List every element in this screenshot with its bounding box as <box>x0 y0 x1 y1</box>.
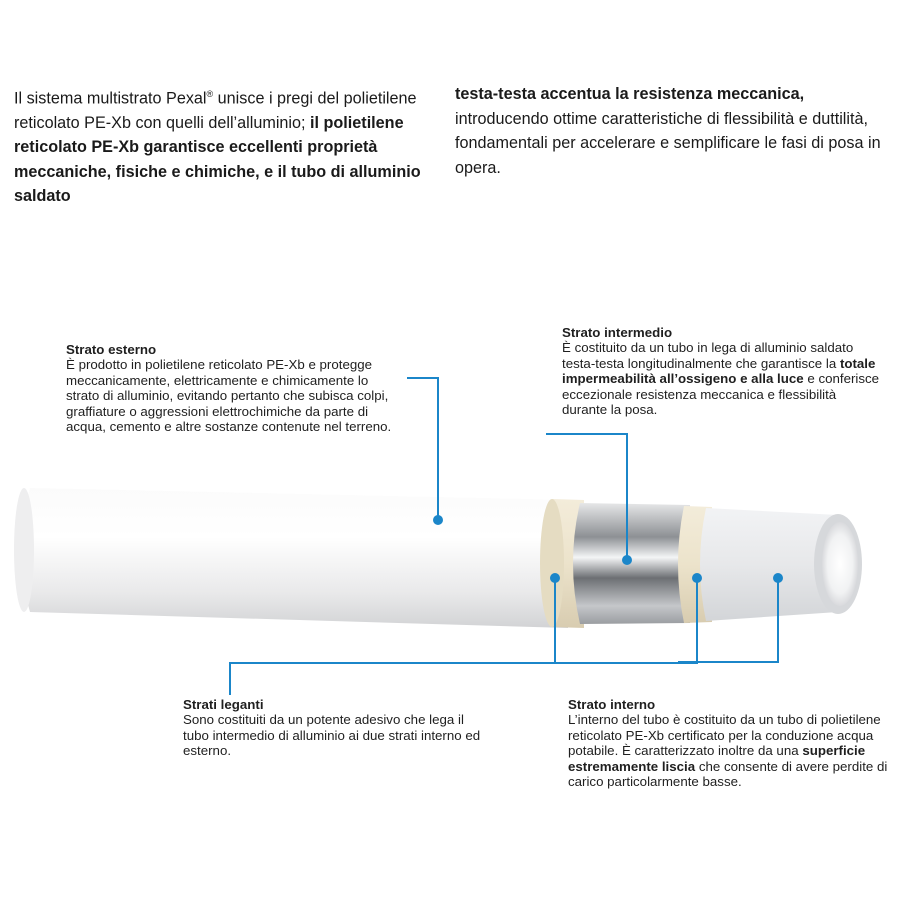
dot-mid <box>622 555 632 565</box>
callout-bold-text: totale impermeabilità all’ossigeno e alla luce <box>562 355 876 387</box>
callout-bonding-layers <box>183 697 483 759</box>
intro-text: Il sistema multistrato Pexal <box>14 89 207 108</box>
callout-text: L’interno del tubo è costituito da un tubo di polietilene reticolato PE-Xb certificato per la conduzione acqua potabile. È caratterizzato inoltre da una <box>568 712 881 759</box>
registered-mark: ® <box>206 89 214 99</box>
callout-text: È prodotto in polietilene reticolato PE-Xb e protegge meccanicamente, elettricamente e chimicamente lo strato di alluminio, evitando pertanto che subisca colpi, graffiature o aggressioni elettrochimiche da parte di acqua, cemento e altre sostanze contenute nel terreno. <box>66 357 392 435</box>
callout-text: Sono costituiti da un potente adesivo che lega il tubo intermedio di alluminio ai due strati interno ed esterno. <box>183 712 481 759</box>
aluminium-layer <box>573 503 690 624</box>
intro-text: unisce i pregi del polietilene reticolato PE-Xb con quelli dell’alluminio; <box>14 89 417 132</box>
callout-inner-layer <box>568 697 888 789</box>
callout-outer-layer <box>66 342 396 434</box>
outer-layer <box>14 488 568 628</box>
dot-inner <box>773 573 783 583</box>
callout-text: e conferisce eccezionale resistenza meccanica e flessibilità durante la posa. <box>562 371 880 418</box>
dot-outer <box>433 515 443 525</box>
callout-text: È costituito da un tubo in lega di alluminio saldato testa-testa longitudinalmente che garantisce la <box>562 340 854 371</box>
callout-text: che consente di avere perdite di carico particolarmente basse. <box>568 758 888 790</box>
intro-bold-text: il polietilene reticolato PE-Xb garantisce eccellenti proprietà meccaniche, fisiche e chimiche, e il tubo di alluminio saldato <box>14 113 421 206</box>
inner-layer <box>700 508 862 621</box>
callout-title: Strato esterno <box>66 342 157 357</box>
callout-title: Strato intermedio <box>562 325 673 340</box>
dot-bond-right <box>692 573 702 583</box>
dot-bond-left <box>550 573 560 583</box>
callout-middle-layer <box>562 325 882 417</box>
callout-bold-text: superficie estremamente liscia <box>568 743 866 774</box>
callout-title: Strato interno <box>568 697 656 712</box>
callout-title: Strati leganti <box>183 697 264 712</box>
intro-text: introducendo ottime caratteristiche di flessibilità e duttilità, fondamentali per accelerare e semplificare le fasi di posa in opera. <box>455 109 881 177</box>
intro-bold-text: testa-testa accentua la resistenza meccanica, <box>455 85 805 103</box>
